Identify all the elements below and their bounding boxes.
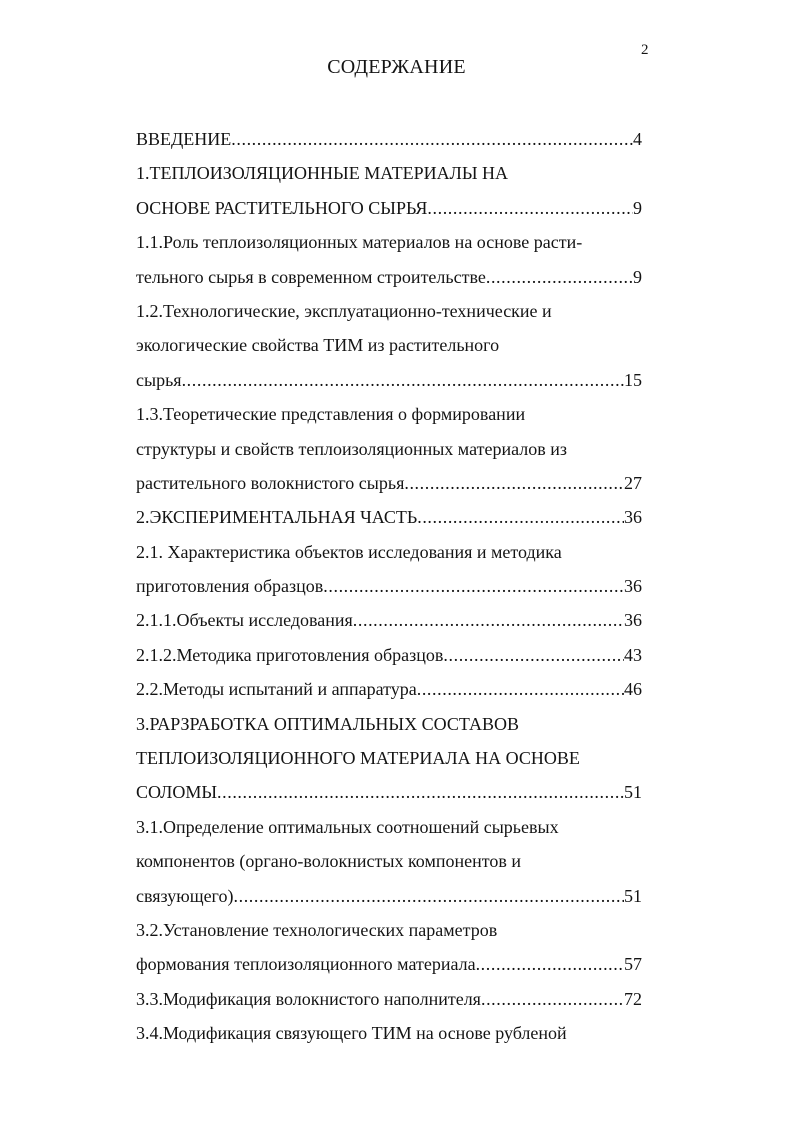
toc-entry-line [136, 500, 642, 534]
toc-entry-line [136, 775, 642, 809]
toc-entry-text: ВВЕДЕНИЕ [136, 129, 232, 149]
toc-page-number: 43 [624, 644, 642, 665]
toc-entry-line [136, 535, 642, 569]
toc-dot-leader [353, 603, 624, 637]
toc-entry-line [136, 191, 642, 225]
toc-entry-line [136, 638, 642, 672]
toc-entry-line [136, 707, 642, 741]
toc-entry-text: ОСНОВЕ РАСТИТЕЛЬНОГО СЫРЬЯ [136, 197, 428, 218]
toc-entry-line [136, 225, 642, 259]
toc-page-number: 36 [624, 576, 642, 597]
toc-entry-text: сырья [136, 369, 182, 390]
toc-page-number: 72 [624, 988, 642, 1009]
toc-entry-text: 1.3.Теоретические представления о формировании [136, 404, 526, 425]
toc-entry-text: компонентов (органо-волокнистых компонентов и [136, 851, 521, 872]
toc-entry-line [136, 432, 642, 466]
toc-entry-line [136, 982, 642, 1016]
toc-dot-leader [217, 775, 624, 809]
toc-entry-text: 3.1.Определение оптимальных соотношений сырьевых [136, 816, 559, 837]
toc-dot-leader [443, 638, 624, 672]
toc-entry-text: приготовления образцов [136, 576, 324, 597]
page-number: 2 [641, 42, 649, 58]
toc-page-number: 15 [624, 369, 642, 390]
page-title: СОДЕРЖАНИЕ [327, 56, 466, 78]
toc-entry-line [136, 294, 642, 328]
toc-entry-line [136, 672, 642, 706]
toc-page-number: 57 [624, 954, 642, 975]
toc-entry-line [136, 122, 642, 156]
toc-dot-leader [404, 466, 624, 500]
toc-dot-leader [476, 947, 624, 981]
toc-dot-leader [182, 363, 624, 397]
toc-page-number: 27 [624, 472, 642, 493]
toc-entry-text: 2.ЭКСПЕРИМЕНТАЛЬНАЯ ЧАСТЬ [136, 507, 418, 528]
toc-entry-text: 2.1. Характеристика объектов исследования и методика [136, 541, 562, 562]
toc-entry-text: 3.2.Установление технологических параметров [136, 919, 498, 940]
toc-page-number: 9 [633, 266, 642, 287]
toc-entry-line [136, 741, 642, 775]
toc-page-number: 51 [624, 782, 642, 803]
toc-entry-text: 1.2.Технологические, эксплуатационно-технические и [136, 300, 552, 321]
toc-entry-text: СОЛОМЫ [136, 782, 218, 803]
toc-page-number: 4 [633, 129, 642, 149]
toc-entry-line [136, 466, 642, 500]
toc-entry-line [136, 810, 642, 844]
toc-entry-line [136, 569, 642, 603]
toc-entry-text: 3.4.Модификация связующего ТИМ на основе рубленой [136, 1023, 567, 1044]
toc-dot-leader [486, 260, 633, 294]
toc-entry-line [136, 260, 642, 294]
toc-entry-line [136, 1016, 642, 1050]
toc-dot-leader [234, 879, 625, 913]
toc-dot-leader [417, 500, 624, 534]
toc-entry-text: ТЕПЛОИЗОЛЯЦИОННОГО МАТЕРИАЛА НА ОСНОВЕ [136, 748, 580, 769]
toc-dot-leader [323, 569, 624, 603]
toc-entry-text: 2.1.2.Методика приготовления образцов [136, 644, 444, 665]
toc-entry-text: формования теплоизоляционного материала [136, 954, 476, 975]
toc-entry-text: 3.3.Модификация волокнистого наполнителя [136, 988, 481, 1009]
toc-entry-text: 1.ТЕПЛОИЗОЛЯЦИОННЫЕ МАТЕРИАЛЫ НА [136, 163, 509, 184]
toc-entry-line [136, 328, 642, 362]
toc-entry-text: структуры и свойств теплоизоляционных материалов из [136, 438, 567, 459]
toc-entry-line [136, 397, 642, 431]
toc-entry-line [136, 879, 642, 913]
toc-page-number: 36 [624, 507, 642, 528]
toc-dot-leader [231, 122, 633, 156]
toc-dot-leader [417, 672, 624, 706]
toc-page-number: 9 [633, 197, 642, 218]
table-of-contents [136, 122, 642, 1051]
toc-entry-text: экологические свойства ТИМ из растительного [136, 335, 500, 356]
toc-entry-text: 2.1.1.Объекты исследования [136, 610, 353, 631]
toc-entry-line [136, 913, 642, 947]
toc-entry-line [136, 844, 642, 878]
toc-page-number: 46 [624, 679, 642, 700]
toc-entry-text: 3.РАРЗРАБОТКА ОПТИМАЛЬНЫХ СОСТАВОВ [136, 713, 519, 734]
toc-entry-text: 1.1.Роль теплоизоляционных материалов на основе расти- [136, 232, 583, 253]
toc-entry-line [136, 947, 642, 981]
toc-entry-line [136, 156, 642, 190]
toc-entry-text: растительного волокнистого сырья [136, 472, 405, 493]
toc-entry-text: связующего) [136, 885, 234, 906]
toc-page-number: 36 [624, 610, 642, 631]
toc-page-number: 51 [624, 885, 642, 906]
toc-dot-leader [481, 982, 624, 1016]
toc-entry-text: 2.2.Методы испытаний и аппаратура [136, 679, 417, 700]
toc-entry-text: тельного сырья в современном строительстве [136, 266, 486, 287]
toc-entry-line [136, 603, 642, 637]
toc-dot-leader [427, 191, 633, 225]
toc-entry-line [136, 363, 642, 397]
